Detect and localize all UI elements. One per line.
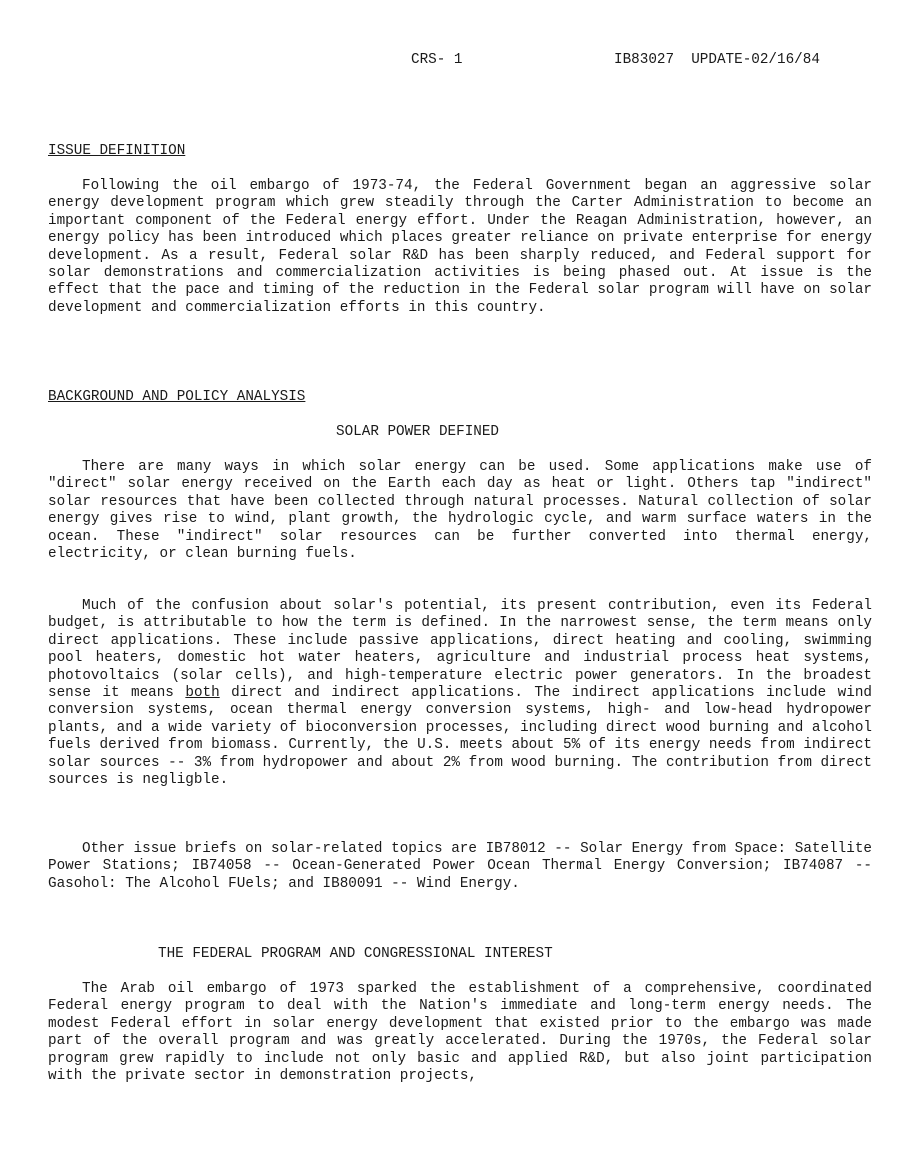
- solar-defined-paragraph-1: There are many ways in which solar energy can be used. Some applications make use of "direct" solar energy received on the Earth each day as heat or light. Others tap "indirect" solar resources that have been collected through natural processes. Natural collection of solar energy gives rise to wind, plant growth, the hydrologic cycle, and warm surface waters in the ocean. These "indirect" solar resources can be further converted into thermal energy, electricity, or clean burning fuels.: [48, 459, 872, 563]
- paragraph-2-text-end: direct and indirect applications. The indirect applications include wind conversion systems, ocean thermal energy conversion systems, high- and low-head hydropower plants, and a wide variety of bioconversion processes, including direct wood burning and alcohol fuels derived from biomass. Currently, the U.S. meets about 5% of its energy needs from indirect solar sources -- 3% from hydropower and about 2% from wood burning. The contribution from direct sources is negligble.: [48, 685, 872, 789]
- federal-program-paragraph-1: The Arab oil embargo of 1973 sparked the establishment of a comprehensive, coordinated Federal energy program to deal with the Nation's immediate and long-term energy needs. The modest Federal effort in solar energy development that existed prior to the embargo was made part of the overall program and was greatly accelerated. During the 1970s, the Federal solar program grew rapidly to include not only basic and applied R&D, but also joint participation with the private sector in demonstration projects,: [48, 981, 872, 1085]
- header-issue-brief-id: IB83027 UPDATE-02/16/84: [614, 52, 820, 68]
- emphasis-both: both: [185, 685, 220, 702]
- paragraph-2-text-start: Much of the confusion about solar's potential, its present contribution, even its Federal budget, is attributable to how the term is defined. In the narrowest sense, the term means only direct applications. These include passive applications, direct heating and cooling, swimming pool heaters, domestic hot water heaters, agriculture and industrial process heat systems, photovoltaics (solar cells), and high-temperature electric power generators. In the broadest sense it means: [48, 598, 872, 702]
- header-crs-page: CRS- 1: [411, 52, 463, 68]
- issue-definition-heading: ISSUE DEFINITION: [48, 143, 186, 159]
- federal-program-heading: THE FEDERAL PROGRAM AND CONGRESSIONAL INTEREST: [158, 946, 553, 962]
- issue-definition-paragraph: Following the oil embargo of 1973-74, the Federal Government began an aggressive solar energy development program which grew steadily through the Carter Administration to become an important component of the Federal energy effort. Under the Reagan Administration, however, an energy policy has been introduced which places greater reliance on private enterprise for energy development. As a result, Federal solar R&D has been sharply reduced, and Federal support for solar demonstrations and commercialization activities is being phased out. At issue is the effect that the pace and timing of the reduction in the Federal solar program will have on solar development and commercialization efforts in this country.: [48, 178, 872, 316]
- background-heading: BACKGROUND AND POLICY ANALYSIS: [48, 389, 306, 405]
- solar-defined-paragraph-2: [48, 598, 872, 789]
- solar-power-defined-heading: SOLAR POWER DEFINED: [336, 424, 500, 440]
- related-issue-briefs-paragraph: Other issue briefs on solar-related topics are IB78012 -- Solar Energy from Space: Satellite Power Stations; IB74058 -- Ocean-Generated Power Ocean Thermal Energy Conversion; IB74087 -- Gasohol: The Alcohol FUels; and IB80091 -- Wind Energy.: [48, 841, 872, 892]
